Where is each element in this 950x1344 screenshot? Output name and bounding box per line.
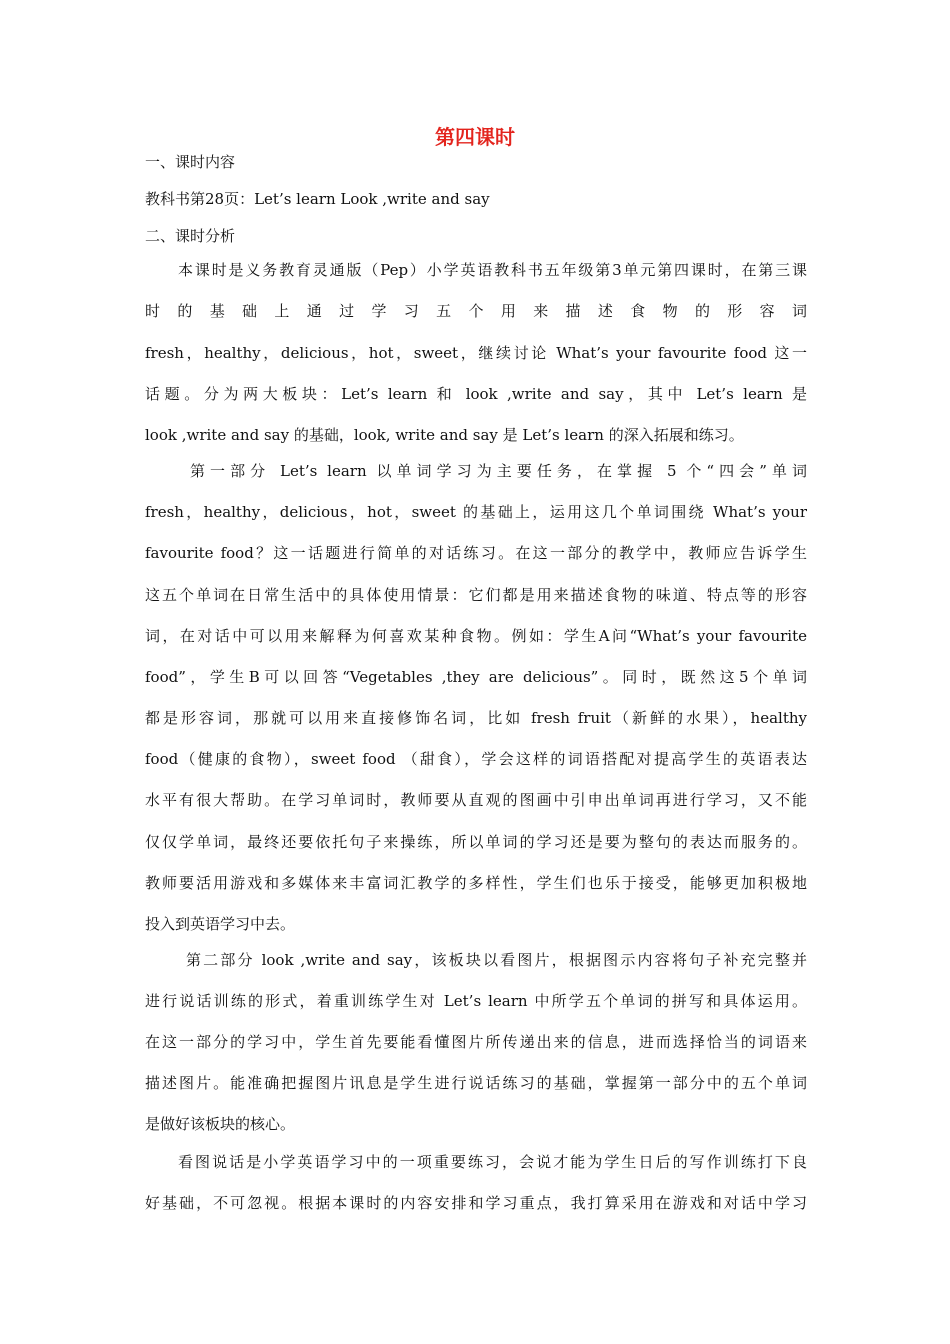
paragraph-line: 是做好该板块的核心。: [145, 1115, 296, 1133]
paragraph-line: 进行说话训练的形式，着重训练学生对 Let’s learn 中所学五个单词的拼写和具体运用。: [145, 992, 807, 1010]
paragraph-line: favourite food？这一话题进行简单的对话练习。在这一部分的教学中，教师应告诉学生: [145, 544, 807, 562]
paragraph-line: food（健康的食物），sweet food （甜食），学会这样的词语搭配对提高学生的英语表达: [145, 750, 807, 768]
paragraph-line: 仅仅学单词，最终还要依托句子来操练，所以单词的学习还是要为整句的表达而服务的。: [145, 833, 807, 851]
paragraph-line: 水平有很大帮助。在学习单词时，教师要从直观的图画中引申出单词再进行学习，又不能: [145, 791, 807, 809]
paragraph-line: 话题。分为两大板块：Let’s learn 和 look ,write and say，其中 Let’s learn 是: [145, 385, 807, 403]
paragraph-line: fresh，healthy，delicious，hot，sweet，继续讨论 What’s your favourite food 这一: [145, 344, 807, 362]
paragraph-line: 投入到英语学习中去。: [145, 915, 296, 933]
paragraph-line: 教师要活用游戏和多媒体来丰富词汇教学的多样性，学生们也乐于接受，能够更加积极地: [145, 874, 807, 892]
paragraph-line: 在这一部分的学习中，学生首先要能看懂图片所传递出来的信息，进而选择恰当的词语来: [145, 1033, 807, 1051]
paragraph-line: 第一部分 Let’s learn 以单词学习为主要任务，在掌握 5 个“四会”单词: [190, 462, 807, 480]
content-line: 教科书第28页：Let’s learn Look ,write and say: [145, 190, 490, 208]
section-heading-content: 一、课时内容: [145, 153, 236, 171]
paragraph-line: 词，在对话中可以用来解释为何喜欢某种食物。例如：学生A问“What’s your favourite: [145, 627, 807, 645]
paragraph-line: look ,write and say 的基础，look, write and say 是 Let’s learn 的深入拓展和练习。: [145, 426, 744, 444]
paragraph-line: 描述图片。能准确把握图片讯息是学生进行说话练习的基础，掌握第一部分中的五个单词: [145, 1074, 807, 1092]
paragraph-line: 时 的 基 础 上 通 过 学 习 五 个 用 来 描 述 食 物 的 形 容 词: [145, 302, 807, 320]
paragraph-line: 这五个单词在日常生活中的具体使用情景：它们都是用来描述食物的味道、特点等的形容: [145, 586, 807, 604]
document-title: 第四课时: [435, 125, 515, 149]
paragraph-line: 都是形容词，那就可以用来直接修饰名词，比如 fresh fruit（新鲜的水果），healthy: [145, 709, 807, 727]
paragraph-line: 看图说话是小学英语学习中的一项重要练习，会说才能为学生日后的写作训练打下良: [178, 1153, 807, 1171]
paragraph-line: 第二部分 look ,write and say，该板块以看图片，根据图示内容将句子补充完整并: [186, 951, 807, 969]
paragraph-line: food”，学生B可以回答“Vegetables ,they are delicious”。同时，既然这5个单词: [145, 668, 807, 686]
paragraph-line: fresh，healthy，delicious，hot，sweet 的基础上，运用这几个单词围绕 What’s your: [145, 503, 807, 521]
paragraph-line: 好基础，不可忽视。根据本课时的内容安排和学习重点，我打算采用在游戏和对话中学习: [145, 1194, 807, 1212]
section-heading-analysis: 二、课时分析: [145, 227, 236, 245]
paragraph-line: 本课时是义务教育灵通版（Pep）小学英语教科书五年级第3单元第四课时，在第三课: [178, 261, 807, 279]
